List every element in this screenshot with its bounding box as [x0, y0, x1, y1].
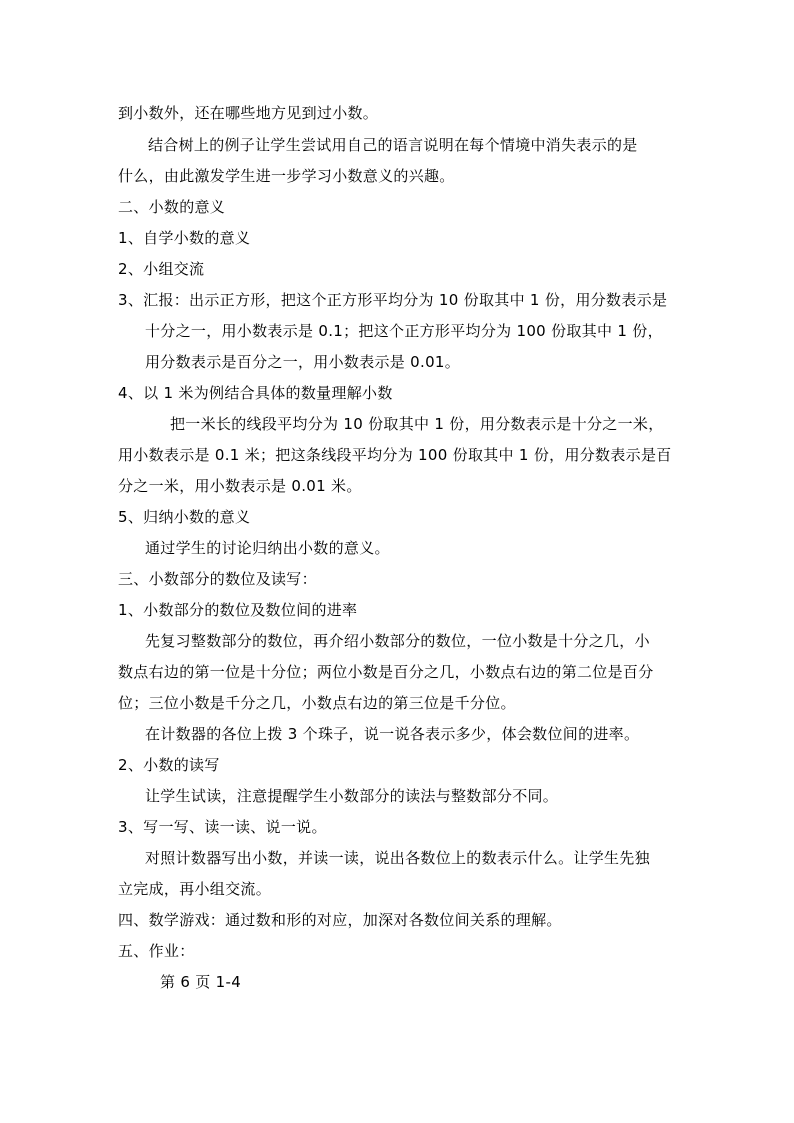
text-line: 通过学生的讨论归纳出小数的意义。	[145, 539, 390, 557]
text-line: 分之一米，用小数表示是 0.01 米。	[118, 477, 362, 495]
text-line: 把一米长的线段平均分为 10 份取其中 1 份，用分数表示是十分之一米，	[170, 415, 664, 433]
section-heading: 五、作业：	[118, 942, 195, 960]
text-line: 用分数表示是百分之一，用小数表示是 0.01。	[145, 353, 461, 371]
text-line: 结合树上的例子让学生尝试用自己的语言说明在每个情境中消失表示的是	[148, 136, 638, 154]
text-line: 到小数外，还在哪些地方见到过小数。	[118, 104, 379, 122]
text-line: 先复习整数部分的数位，再介绍小数部分的数位，一位小数是十分之几，小	[145, 632, 650, 650]
text-line: 什么，由此激发学生进一步学习小数意义的兴趣。	[118, 167, 455, 185]
text-line: 3、汇报：出示正方形，把这个正方形平均分为 10 份取其中 1 份，用分数表示是	[118, 291, 668, 309]
text-line: 在计数器的各位上拨 3 个珠子，说一说各表示多少，体会数位间的进率。	[145, 725, 640, 743]
section-heading: 二、小数的意义	[118, 198, 226, 216]
text-line: 5、归纳小数的意义	[118, 508, 251, 526]
text-line: 让学生试读，注意提醒学生小数部分的读法与整数部分不同。	[145, 787, 559, 805]
text-line: 4、以 1 米为例结合具体的数量理解小数	[118, 384, 393, 402]
section-heading: 三、小数部分的数位及读写：	[118, 570, 317, 588]
text-line: 第 6 页 1-4	[160, 973, 242, 991]
text-line: 位；三位小数是千分之几，小数点右边的第三位是千分位。	[118, 694, 516, 712]
text-line: 对照计数器写出小数，并读一读，说出各数位上的数表示什么。让学生先独	[145, 849, 650, 867]
text-line: 立完成，再小组交流。	[118, 880, 272, 898]
text-line: 2、小组交流	[118, 260, 205, 278]
text-line: 1、小数部分的数位及数位间的进率	[118, 601, 358, 619]
text-line: 用小数表示是 0.1 米；把这条线段平均分为 100 份取其中 1 份，用分数表示是百	[118, 446, 672, 464]
text-line: 数点右边的第一位是十分位；两位小数是百分之几，小数点右边的第二位是百分	[118, 663, 654, 681]
section-heading: 四、数学游戏：通过数和形的对应，加深对各数位间关系的理解。	[118, 911, 562, 929]
text-line: 1、自学小数的意义	[118, 229, 251, 247]
text-line: 3、写一写、读一读、说一说。	[118, 818, 327, 836]
text-line: 十分之一，用小数表示是 0.1；把这个正方形平均分为 100 份取其中 1 份，	[145, 322, 663, 340]
text-line: 2、小数的读写	[118, 756, 220, 774]
